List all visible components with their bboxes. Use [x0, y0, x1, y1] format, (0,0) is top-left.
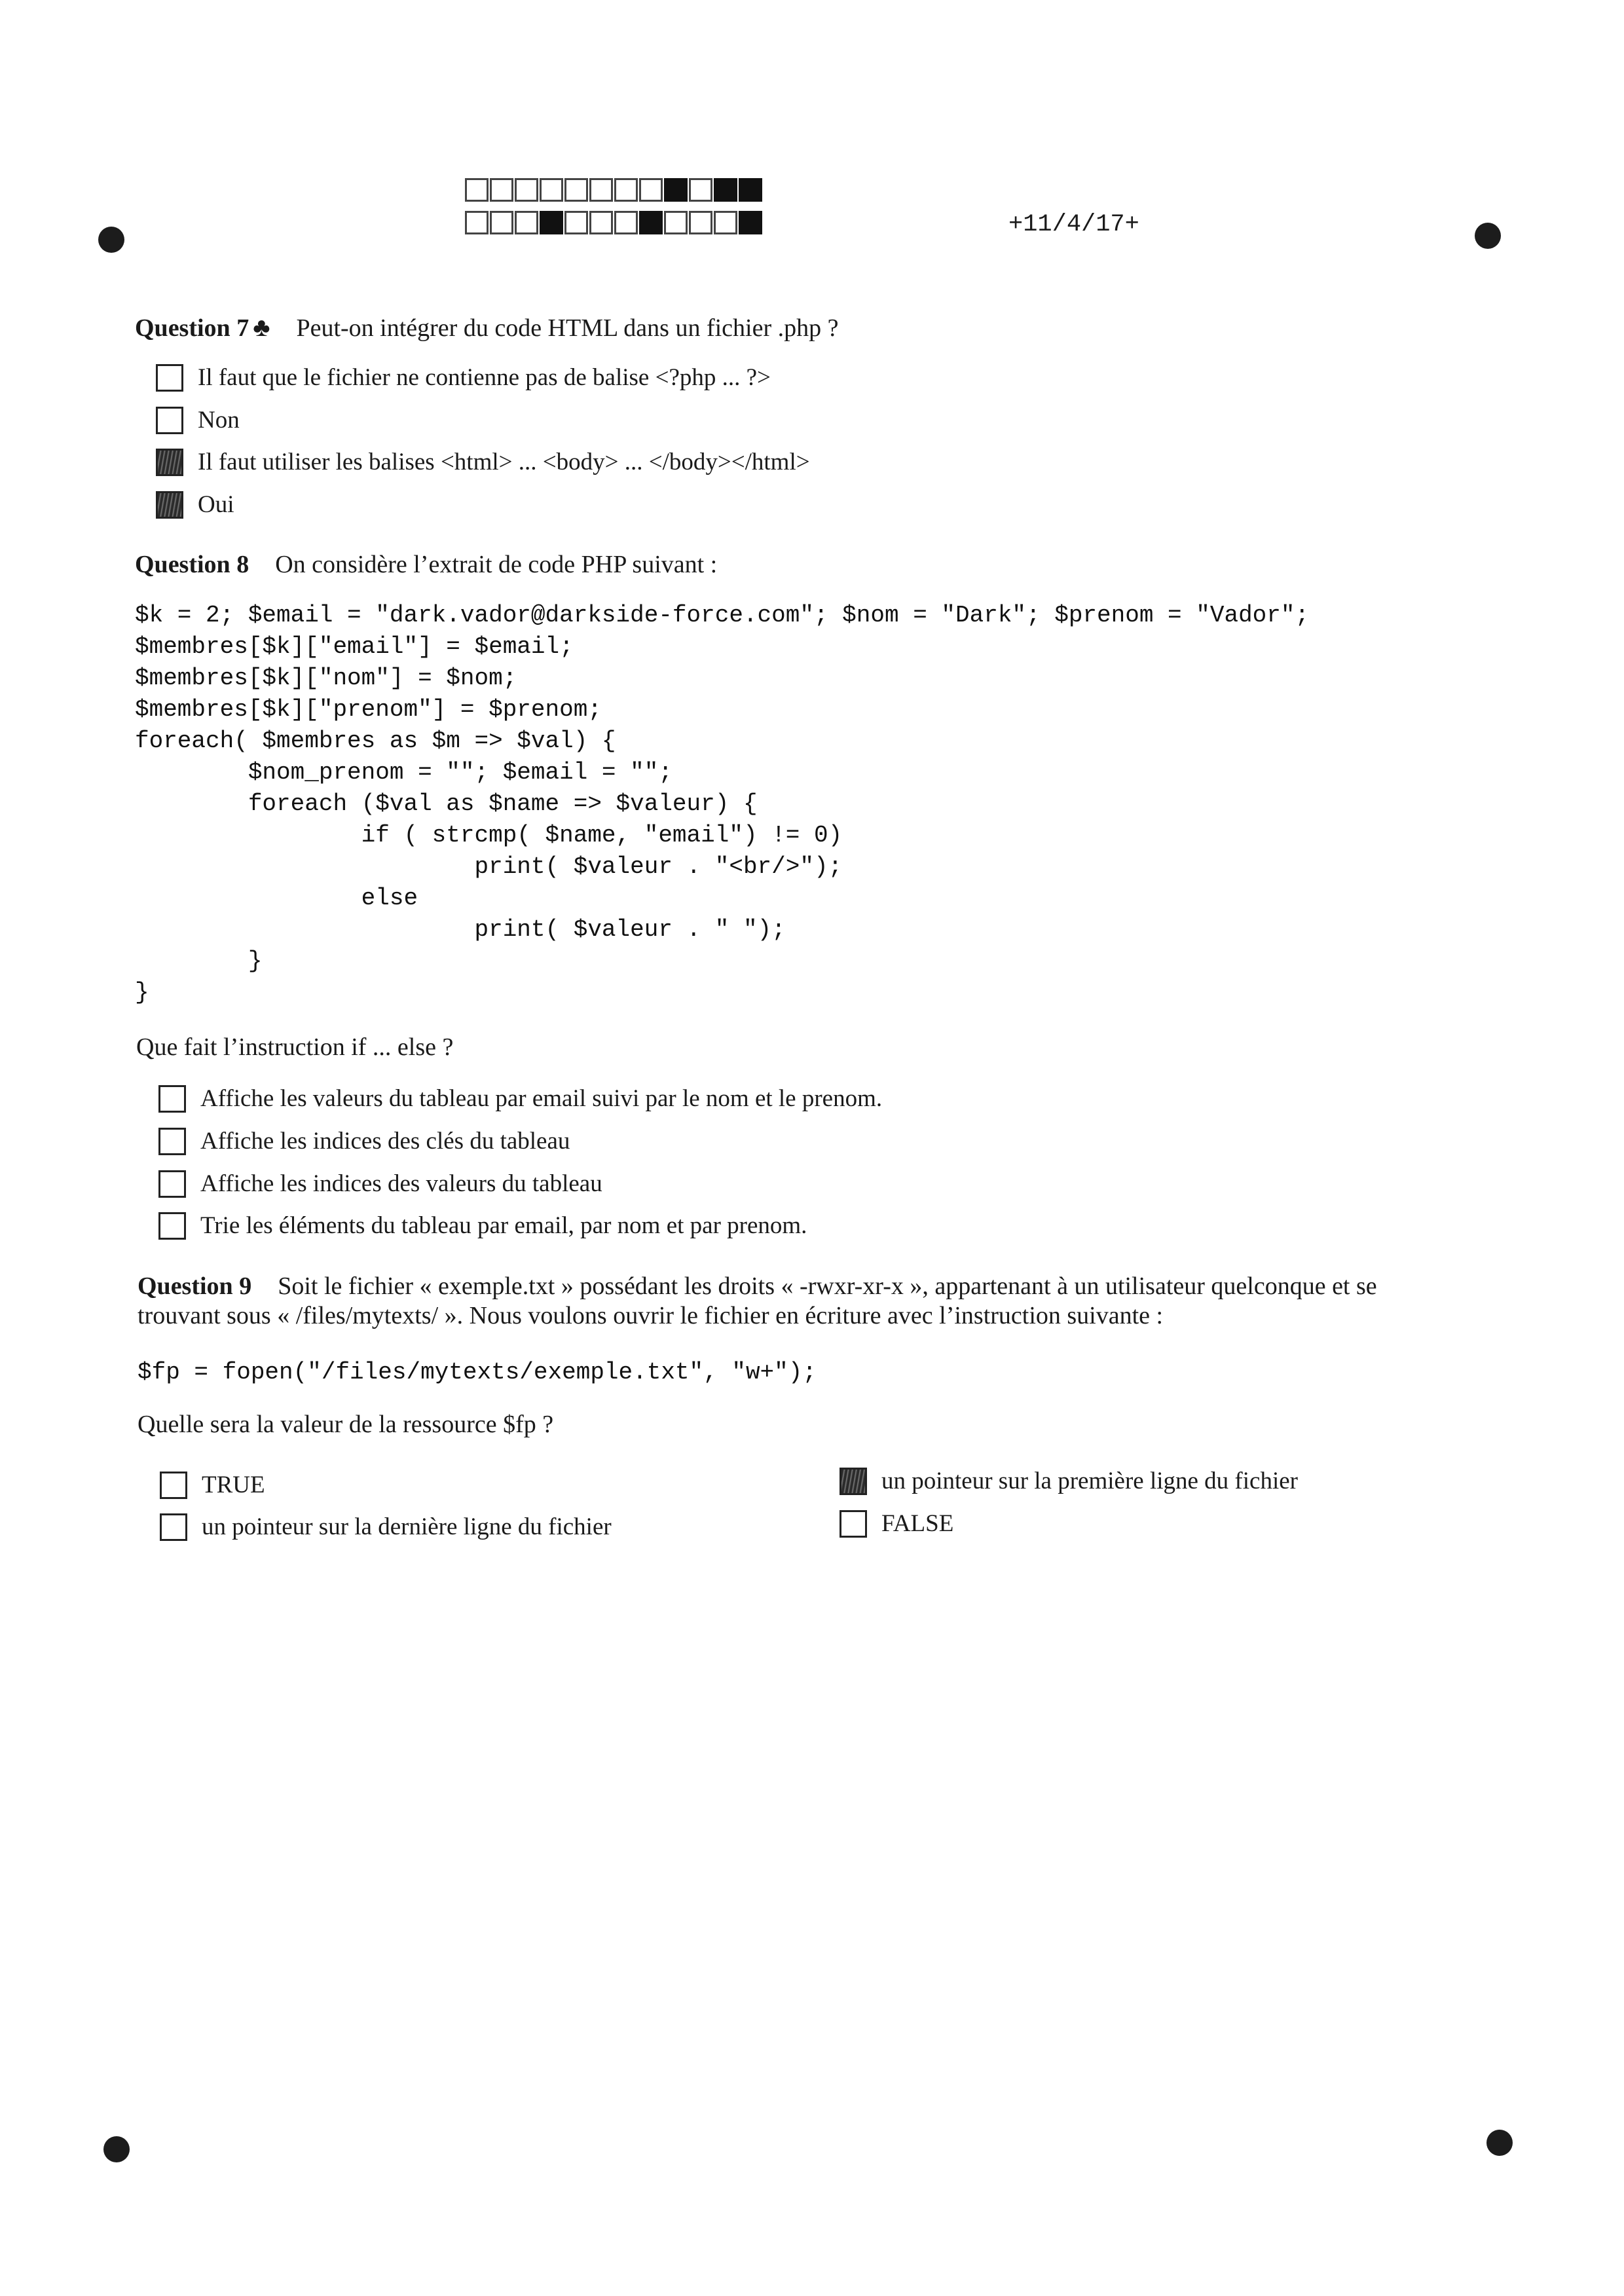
- option-label: un pointeur sur la dernière ligne du fichier: [202, 1513, 612, 1540]
- question-8-prompt: Que fait l’instruction if ... else ?: [136, 1033, 454, 1061]
- option-label: Il faut que le fichier ne contienne pas de balise <?php ... ?>: [198, 364, 771, 391]
- checkbox-checked[interactable]: [840, 1468, 867, 1495]
- fopen-code: $fp = fopen("/files/mytexts/exemple.txt", "w+");: [138, 1359, 817, 1386]
- barcode-cell-empty: [589, 178, 613, 202]
- q9-option-last-line[interactable]: [160, 1513, 612, 1541]
- q9-option-false[interactable]: [840, 1509, 953, 1538]
- barcode-cell-filled: [739, 211, 762, 234]
- barcode-cell-empty: [515, 178, 538, 202]
- barcode-cell-filled: [639, 211, 663, 234]
- option-label: TRUE: [202, 1472, 265, 1498]
- q9-option-first-line[interactable]: [840, 1467, 1298, 1495]
- barcode-cell-empty: [515, 211, 538, 234]
- page-id: +11/4/17+: [1008, 211, 1139, 238]
- checkbox[interactable]: [158, 1128, 186, 1155]
- q7-option-3[interactable]: [156, 448, 810, 476]
- option-label: Affiche les indices des valeurs du tableau: [200, 1170, 602, 1197]
- barcode-cell-empty: [714, 211, 737, 234]
- q8-option-4[interactable]: [158, 1212, 807, 1240]
- checkbox[interactable]: [160, 1472, 187, 1499]
- question-9-prompt: Quelle sera la valeur de la ressource $fp ?: [138, 1411, 554, 1438]
- option-label: un pointeur sur la première ligne du fichier: [881, 1468, 1298, 1494]
- barcode-cell-filled: [540, 211, 563, 234]
- checkbox[interactable]: [158, 1212, 186, 1240]
- q8-option-1[interactable]: [158, 1084, 882, 1113]
- question-9-text-line-1: Soit le fichier « exemple.txt » possédant les droits « -rwxr-xr-x », appartenant à un utilisateur quelconque et se: [278, 1272, 1377, 1300]
- barcode-cell-filled: [714, 178, 737, 202]
- q8-option-3[interactable]: [158, 1170, 602, 1198]
- checkbox[interactable]: [156, 407, 183, 434]
- club-icon: ♣: [253, 312, 270, 342]
- barcode-cell-empty: [689, 211, 712, 234]
- option-label: FALSE: [881, 1510, 954, 1537]
- barcode-cell-filled: [664, 178, 688, 202]
- question-9-text-line-2: trouvant sous « /files/mytexts/ ». Nous voulons ouvrir le fichier en écriture avec l’instruction suivante :: [138, 1302, 1164, 1329]
- question-9-label: Question 9: [138, 1272, 252, 1300]
- barcode-cell-empty: [564, 178, 588, 202]
- barcode-cell-filled: [739, 178, 762, 202]
- barcode-cell-empty: [564, 211, 588, 234]
- q9-option-true[interactable]: [160, 1471, 265, 1499]
- checkbox-checked[interactable]: [156, 449, 183, 476]
- barcode-row-1: [465, 178, 764, 202]
- barcode-cell-empty: [664, 211, 688, 234]
- question-7-text: Peut-on intégrer du code HTML dans un fichier .php ?: [296, 314, 839, 342]
- option-label: Trie les éléments du tableau par email, par nom et par prenom.: [200, 1212, 807, 1239]
- option-label: Affiche les indices des clés du tableau: [200, 1128, 570, 1155]
- barcode-cell-empty: [490, 178, 513, 202]
- registration-mark-top-left: [98, 227, 124, 253]
- barcode-cell-empty: [614, 178, 638, 202]
- checkbox[interactable]: [158, 1170, 186, 1198]
- barcode-cell-empty: [465, 178, 489, 202]
- option-label: Non: [198, 407, 240, 434]
- php-code-snippet: $k = 2; $email = "dark.vador@darkside-force.com"; $nom = "Dark"; $prenom = "Vador"; $membres[$k]["email"] = $email; $membres[$k]["nom"] = $nom; $membres[$k]["prenom"] = $prenom; foreach( $membres as $m => $val) { $nom_prenom = ""; $email = ""; foreach ($val as $name => $valeur) { if ( strcmp( $name, "email") != 0) print( $valeur . "<br/>"); else print( $valeur . " "); } }: [135, 602, 1310, 1006]
- barcode-cell-empty: [589, 211, 613, 234]
- barcode-cell-empty: [540, 178, 563, 202]
- registration-mark-bottom-left: [103, 2136, 130, 2162]
- q7-option-2[interactable]: [156, 406, 240, 434]
- barcode-cell-empty: [689, 178, 712, 202]
- barcode-cell-empty: [465, 211, 489, 234]
- question-7-label: Question 7 ♣: [135, 312, 270, 342]
- question-9-title: [138, 1272, 1377, 1301]
- q8-option-2[interactable]: [158, 1127, 570, 1155]
- checkbox[interactable]: [156, 364, 183, 392]
- barcode-cell-empty: [639, 178, 663, 202]
- checkbox[interactable]: [840, 1510, 867, 1538]
- q7-option-4[interactable]: [156, 491, 234, 519]
- checkbox-checked[interactable]: [156, 491, 183, 519]
- q7-option-1[interactable]: [156, 363, 771, 392]
- option-label: Il faut utiliser les balises <html> ... <body> ... </body></html>: [198, 449, 810, 475]
- question-7-title: [135, 312, 838, 343]
- checkbox[interactable]: [158, 1085, 186, 1113]
- barcode-cell-empty: [614, 211, 638, 234]
- checkbox[interactable]: [160, 1513, 187, 1541]
- barcode-cell-empty: [490, 211, 513, 234]
- barcode-row-2: [465, 211, 764, 234]
- question-8-label: Question 8: [135, 551, 249, 578]
- registration-mark-bottom-right: [1486, 2130, 1513, 2156]
- question-8-title: [135, 550, 717, 579]
- option-label: Affiche les valeurs du tableau par email suivi par le nom et le prenom.: [200, 1085, 883, 1112]
- question-8-text: On considère l’extrait de code PHP suivant :: [275, 551, 718, 578]
- option-label: Oui: [198, 491, 234, 518]
- registration-mark-top-right: [1475, 223, 1501, 249]
